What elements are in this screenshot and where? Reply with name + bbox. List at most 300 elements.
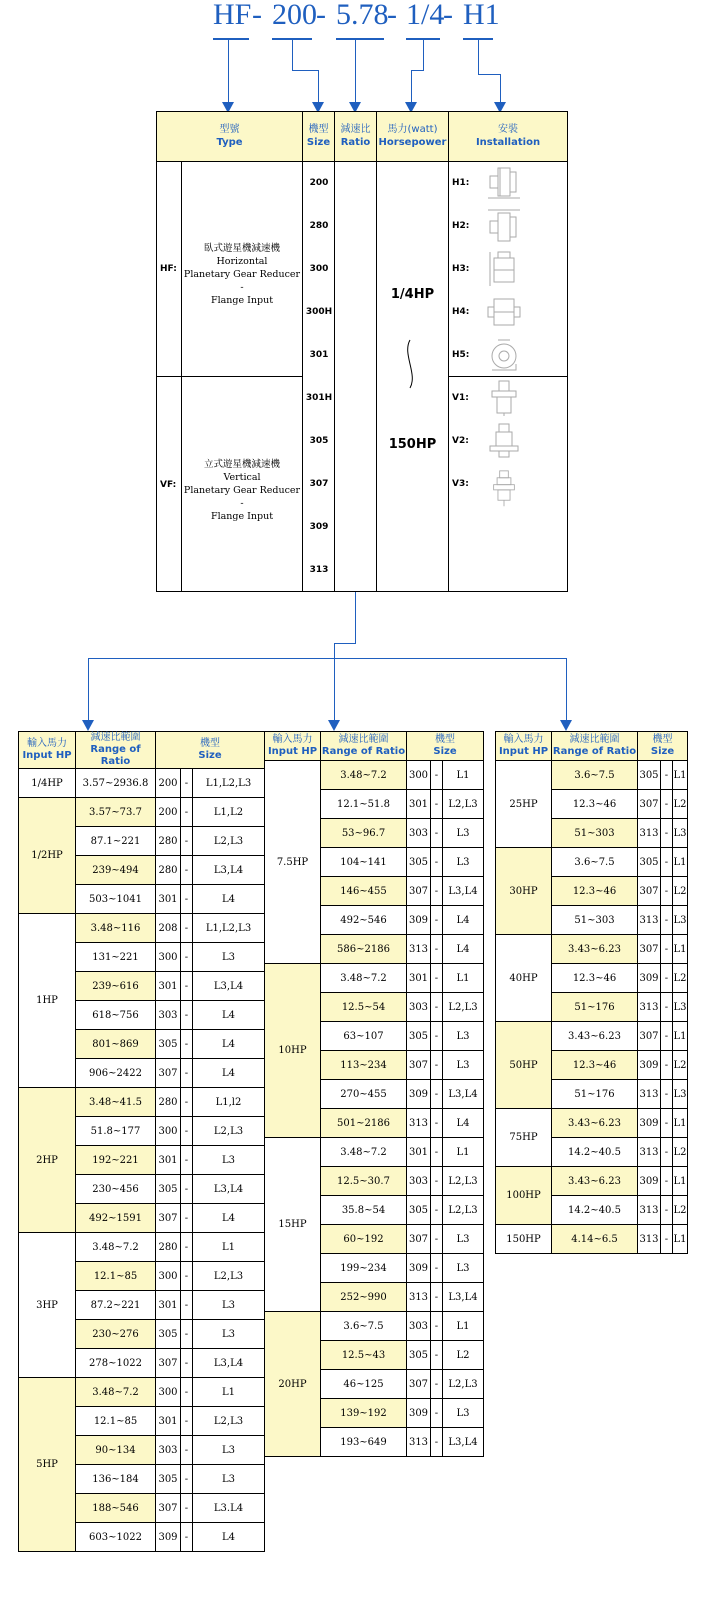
dash-cell: - bbox=[181, 943, 193, 972]
dash-cell: - bbox=[431, 1138, 443, 1167]
dash-cell: - bbox=[431, 1051, 443, 1080]
layout-cell: L1 bbox=[193, 1378, 265, 1407]
layout-cell: L3 bbox=[443, 1399, 484, 1428]
layout-cell: L3,L4 bbox=[193, 972, 265, 1001]
input-hp-header: 輸入馬力 Input HP bbox=[265, 732, 321, 761]
layout-cell: L1 bbox=[673, 1022, 688, 1051]
mounting-h4-icon bbox=[486, 293, 522, 331]
layout-cell: L4 bbox=[193, 1030, 265, 1059]
layout-cell: L3,L4 bbox=[443, 877, 484, 906]
layout-cell: L4 bbox=[443, 935, 484, 964]
installation-label: H1: bbox=[452, 178, 470, 188]
layout-cell: L3,L4 bbox=[443, 1283, 484, 1312]
model-size-cell: 301 bbox=[407, 1138, 431, 1167]
table-row bbox=[496, 1225, 688, 1254]
layout-cell: L3,L4 bbox=[443, 1428, 484, 1457]
ratio-range-cell: 230~456 bbox=[76, 1175, 156, 1204]
layout-cell: L4 bbox=[443, 906, 484, 935]
layout-cell: L3 bbox=[193, 1146, 265, 1175]
model-size-cell: 301 bbox=[156, 1146, 181, 1175]
dash-cell: - bbox=[181, 1436, 193, 1465]
layout-cell: L3 bbox=[443, 1022, 484, 1051]
size-item: 200 bbox=[309, 178, 329, 188]
input-hp-cell: 30HP bbox=[496, 848, 552, 935]
ratio-range-cell: 3.6~7.5 bbox=[552, 848, 638, 877]
type-description-hf: 臥式遊星機減速機 Horizontal Planetary Gear Reducer - Flange Input bbox=[183, 243, 301, 306]
ratio-range-cell: 3.6~7.5 bbox=[552, 761, 638, 790]
dash-cell: - bbox=[431, 1254, 443, 1283]
ratio-range-cell: 12.3~46 bbox=[552, 877, 638, 906]
size-item: 301 bbox=[309, 350, 329, 360]
input-hp-cell: 50HP bbox=[496, 1022, 552, 1109]
layout-cell: L2,L3 bbox=[193, 1262, 265, 1291]
model-size-cell: 313 bbox=[407, 1109, 431, 1138]
ratio-range-cell: 3.48~7.2 bbox=[321, 964, 407, 993]
type-header: 型號 Type bbox=[216, 124, 243, 148]
mounting-v1-icon bbox=[486, 379, 522, 417]
model-size-cell: 305 bbox=[156, 1030, 181, 1059]
size-header: 機型 Size bbox=[638, 732, 688, 761]
layout-cell: L2 bbox=[673, 1196, 688, 1225]
input-hp-cell: 7.5HP bbox=[265, 761, 321, 964]
ratio-range-cell: 239~494 bbox=[76, 856, 156, 885]
ratio-range-header: 減速比範圍 Range of Ratio bbox=[321, 732, 407, 761]
layout-cell: L1 bbox=[443, 761, 484, 790]
model-size-cell: 200 bbox=[156, 798, 181, 827]
model-size-cell: 309 bbox=[638, 1109, 661, 1138]
layout-cell: L3 bbox=[673, 906, 688, 935]
layout-cell: L2,L3 bbox=[443, 993, 484, 1022]
ratio-range-cell: 586~2186 bbox=[321, 935, 407, 964]
model-size-cell: 303 bbox=[407, 993, 431, 1022]
dash-cell: - bbox=[431, 1341, 443, 1370]
model-size-cell: 305 bbox=[407, 1341, 431, 1370]
table-header-row bbox=[265, 732, 484, 761]
dash-cell: - bbox=[661, 1109, 673, 1138]
layout-cell: L1 bbox=[443, 1312, 484, 1341]
layout-cell: L3,L4 bbox=[443, 1080, 484, 1109]
dash-cell: - bbox=[431, 761, 443, 790]
table-row bbox=[19, 769, 265, 798]
code-installation: H1 bbox=[463, 0, 500, 31]
size-header: 機型 Size bbox=[156, 732, 265, 769]
ratio-range-cell: 51~303 bbox=[552, 906, 638, 935]
layout-cell: L1 bbox=[673, 1225, 688, 1254]
ratio-table-1 bbox=[18, 731, 265, 1552]
model-size-cell: 305 bbox=[156, 1465, 181, 1494]
size-item: 309 bbox=[309, 522, 329, 532]
mounting-h1-icon bbox=[486, 164, 522, 202]
layout-cell: L2 bbox=[673, 790, 688, 819]
ratio-range-cell: 230~276 bbox=[76, 1320, 156, 1349]
model-size-cell: 301 bbox=[156, 885, 181, 914]
ratio-range-cell: 131~221 bbox=[76, 943, 156, 972]
dash-cell: - bbox=[181, 1407, 193, 1436]
dash-cell: - bbox=[431, 1109, 443, 1138]
layout-cell: L3 bbox=[443, 848, 484, 877]
layout-cell: L3 bbox=[443, 819, 484, 848]
dash-cell: - bbox=[181, 827, 193, 856]
model-size-cell: 307 bbox=[156, 1494, 181, 1523]
installation-label: H4: bbox=[452, 307, 470, 317]
layout-cell: L1 bbox=[673, 935, 688, 964]
model-size-cell: 307 bbox=[638, 790, 661, 819]
layout-cell: L1 bbox=[673, 1167, 688, 1196]
layout-cell: L3,L4 bbox=[193, 1349, 265, 1378]
ratio-range-header: 減速比範圍 Range of Ratio bbox=[76, 732, 156, 769]
ratio-range-cell: 113~234 bbox=[321, 1051, 407, 1080]
dash-cell: - bbox=[181, 1523, 193, 1552]
table-row bbox=[19, 914, 265, 943]
dash-cell: - bbox=[661, 935, 673, 964]
layout-cell: L3 bbox=[443, 1254, 484, 1283]
dash-cell: - bbox=[661, 790, 673, 819]
tilde-mark bbox=[400, 338, 420, 390]
ratio-range-cell: 801~869 bbox=[76, 1030, 156, 1059]
ratio-range-cell: 51~176 bbox=[552, 1080, 638, 1109]
ratio-range-cell: 501~2186 bbox=[321, 1109, 407, 1138]
dash-cell: - bbox=[661, 964, 673, 993]
input-hp-cell: 15HP bbox=[265, 1138, 321, 1312]
table-row bbox=[19, 798, 265, 827]
table-row bbox=[496, 761, 688, 790]
ratio-range-cell: 503~1041 bbox=[76, 885, 156, 914]
model-size-cell: 309 bbox=[156, 1523, 181, 1552]
model-size-cell: 307 bbox=[638, 877, 661, 906]
code-size: 200 bbox=[272, 0, 317, 31]
mounting-h2-icon bbox=[486, 207, 522, 245]
model-size-cell: 303 bbox=[156, 1001, 181, 1030]
layout-cell: L2 bbox=[673, 877, 688, 906]
dash-cell: - bbox=[181, 914, 193, 943]
dash-cell: - bbox=[431, 1428, 443, 1457]
ratio-range-cell: 193~649 bbox=[321, 1428, 407, 1457]
model-size-cell: 309 bbox=[407, 1254, 431, 1283]
input-hp-cell: 150HP bbox=[496, 1225, 552, 1254]
ratio-range-cell: 14.2~40.5 bbox=[552, 1138, 638, 1167]
input-hp-cell: 100HP bbox=[496, 1167, 552, 1225]
dash-cell: - bbox=[661, 1225, 673, 1254]
layout-cell: L3 bbox=[673, 1080, 688, 1109]
dash-cell: - bbox=[431, 935, 443, 964]
dash-cell: - bbox=[181, 1465, 193, 1494]
model-size-cell: 313 bbox=[638, 993, 661, 1022]
code-hp: 1/4 bbox=[406, 0, 445, 31]
installation-label: H5: bbox=[452, 350, 470, 360]
layout-cell: L4 bbox=[193, 1523, 265, 1552]
layout-cell: L4 bbox=[193, 1059, 265, 1088]
ratio-range-cell: 12.5~43 bbox=[321, 1341, 407, 1370]
ratio-range-header: 減速比範圍 Range of Ratio bbox=[552, 732, 638, 761]
model-size-cell: 301 bbox=[156, 972, 181, 1001]
installation-label: V1: bbox=[452, 393, 469, 403]
dash-cell: - bbox=[181, 885, 193, 914]
type-code-hf: HF: bbox=[160, 264, 177, 274]
model-size-cell: 301 bbox=[407, 964, 431, 993]
ratio-range-cell: 12.1~51.8 bbox=[321, 790, 407, 819]
ratio-range-cell: 46~125 bbox=[321, 1370, 407, 1399]
dash-cell: - bbox=[431, 819, 443, 848]
model-size-cell: 305 bbox=[156, 1320, 181, 1349]
ratio-range-cell: 12.1~85 bbox=[76, 1262, 156, 1291]
ratio-table-3 bbox=[495, 731, 688, 1254]
table-row bbox=[265, 1138, 484, 1167]
model-size-cell: 303 bbox=[407, 1167, 431, 1196]
table-row bbox=[19, 1088, 265, 1117]
model-size-cell: 280 bbox=[156, 1088, 181, 1117]
ratio-range-cell: 51.8~177 bbox=[76, 1117, 156, 1146]
layout-cell: L3 bbox=[443, 1051, 484, 1080]
ratio-range-cell: 3.43~6.23 bbox=[552, 935, 638, 964]
ratio-range-cell: 906~2422 bbox=[76, 1059, 156, 1088]
mounting-h5-icon bbox=[486, 336, 522, 374]
dash-cell: - bbox=[661, 848, 673, 877]
dash-cell: - bbox=[661, 819, 673, 848]
dash-cell: - bbox=[661, 877, 673, 906]
model-size-cell: 313 bbox=[407, 1283, 431, 1312]
input-hp-cell: 75HP bbox=[496, 1109, 552, 1167]
model-size-cell: 309 bbox=[638, 964, 661, 993]
ratio-range-cell: 53~96.7 bbox=[321, 819, 407, 848]
ratio-range-cell: 12.3~46 bbox=[552, 790, 638, 819]
code-sep: - bbox=[443, 0, 453, 31]
dash-cell: - bbox=[181, 1146, 193, 1175]
ratio-range-cell: 12.1~85 bbox=[76, 1407, 156, 1436]
dash-cell: - bbox=[431, 1312, 443, 1341]
model-size-cell: 305 bbox=[407, 1196, 431, 1225]
ratio-range-cell: 60~192 bbox=[321, 1225, 407, 1254]
layout-cell: L2,L3 bbox=[443, 1370, 484, 1399]
layout-cell: L3 bbox=[193, 1320, 265, 1349]
input-hp-cell: 10HP bbox=[265, 964, 321, 1138]
size-item: 313 bbox=[309, 565, 329, 575]
layout-cell: L3 bbox=[673, 993, 688, 1022]
dash-cell: - bbox=[181, 1320, 193, 1349]
layout-cell: L2 bbox=[673, 964, 688, 993]
ratio-range-cell: 278~1022 bbox=[76, 1349, 156, 1378]
dash-cell: - bbox=[431, 1399, 443, 1428]
layout-cell: L1 bbox=[193, 1233, 265, 1262]
size-item: 280 bbox=[309, 221, 329, 231]
ratio-range-cell: 3.48~41.5 bbox=[76, 1088, 156, 1117]
layout-cell: L4 bbox=[193, 885, 265, 914]
model-size-cell: 300 bbox=[156, 943, 181, 972]
ratio-range-cell: 3.48~7.2 bbox=[76, 1378, 156, 1407]
ratio-range-cell: 104~141 bbox=[321, 848, 407, 877]
size-item: 307 bbox=[309, 479, 329, 489]
ratio-range-cell: 3.48~116 bbox=[76, 914, 156, 943]
ratio-range-cell: 3.43~6.23 bbox=[552, 1109, 638, 1138]
layout-cell: L1,L2,L3 bbox=[193, 769, 265, 798]
layout-cell: L2,L3 bbox=[443, 790, 484, 819]
dash-cell: - bbox=[431, 906, 443, 935]
ratio-range-cell: 188~546 bbox=[76, 1494, 156, 1523]
mounting-h3-icon bbox=[486, 250, 522, 288]
layout-cell: L1 bbox=[673, 761, 688, 790]
model-size-cell: 307 bbox=[407, 1370, 431, 1399]
code-sep: - bbox=[252, 0, 262, 31]
mounting-v3-icon bbox=[486, 470, 522, 508]
input-hp-cell: 20HP bbox=[265, 1312, 321, 1457]
ratio-range-cell: 492~546 bbox=[321, 906, 407, 935]
input-hp-cell: 3HP bbox=[19, 1233, 76, 1378]
model-size-cell: 309 bbox=[407, 1080, 431, 1109]
ratio-range-cell: 3.48~7.2 bbox=[321, 1138, 407, 1167]
table-row bbox=[19, 1378, 265, 1407]
code-sep: - bbox=[387, 0, 397, 31]
dash-cell: - bbox=[181, 1030, 193, 1059]
dash-cell: - bbox=[181, 798, 193, 827]
dash-cell: - bbox=[181, 1494, 193, 1523]
model-size-cell: 305 bbox=[407, 848, 431, 877]
layout-cell: L2,L3 bbox=[193, 1407, 265, 1436]
model-size-cell: 300 bbox=[156, 1378, 181, 1407]
dash-cell: - bbox=[661, 1080, 673, 1109]
dash-cell: - bbox=[661, 906, 673, 935]
model-size-cell: 307 bbox=[638, 1022, 661, 1051]
ratio-range-cell: 270~455 bbox=[321, 1080, 407, 1109]
layout-cell: L3 bbox=[673, 819, 688, 848]
ratio-range-cell: 3.43~6.23 bbox=[552, 1167, 638, 1196]
dash-cell: - bbox=[181, 1204, 193, 1233]
ratio-range-cell: 12.3~46 bbox=[552, 1051, 638, 1080]
ratio-range-cell: 199~234 bbox=[321, 1254, 407, 1283]
ratio-range-cell: 3.48~7.2 bbox=[76, 1233, 156, 1262]
input-hp-cell: 40HP bbox=[496, 935, 552, 1022]
installation-label: H2: bbox=[452, 221, 470, 231]
dash-cell: - bbox=[181, 769, 193, 798]
layout-cell: L2,L3 bbox=[193, 827, 265, 856]
size-header: 機型 Size bbox=[407, 732, 484, 761]
dash-cell: - bbox=[181, 972, 193, 1001]
model-size-cell: 303 bbox=[156, 1436, 181, 1465]
ratio-range-cell: 87.2~221 bbox=[76, 1291, 156, 1320]
model-size-cell: 313 bbox=[407, 935, 431, 964]
installation-header: 安裝 Installation bbox=[475, 124, 541, 148]
layout-cell: L4 bbox=[193, 1001, 265, 1030]
size-item: 300 bbox=[309, 264, 329, 274]
layout-cell: L1 bbox=[673, 1109, 688, 1138]
table-row bbox=[496, 935, 688, 964]
table-header-row bbox=[496, 732, 688, 761]
layout-cell: L3,L4 bbox=[193, 856, 265, 885]
model-size-cell: 301 bbox=[156, 1407, 181, 1436]
model-size-cell: 303 bbox=[407, 819, 431, 848]
ratio-range-cell: 14.2~40.5 bbox=[552, 1196, 638, 1225]
ratio-range-cell: 239~616 bbox=[76, 972, 156, 1001]
model-size-cell: 307 bbox=[407, 877, 431, 906]
ratio-range-cell: 146~455 bbox=[321, 877, 407, 906]
ratio-range-cell: 63~107 bbox=[321, 1022, 407, 1051]
dash-cell: - bbox=[431, 848, 443, 877]
installation-label: V2: bbox=[452, 436, 469, 446]
layout-cell: L2,L3 bbox=[443, 1196, 484, 1225]
model-size-cell: 280 bbox=[156, 1233, 181, 1262]
model-size-cell: 305 bbox=[407, 1022, 431, 1051]
model-size-cell: 309 bbox=[638, 1051, 661, 1080]
layout-cell: L3 bbox=[193, 1436, 265, 1465]
model-size-cell: 280 bbox=[156, 827, 181, 856]
layout-cell: L3 bbox=[193, 1465, 265, 1494]
size-item: 305 bbox=[309, 436, 329, 446]
installation-label: H3: bbox=[452, 264, 470, 274]
layout-cell: L1 bbox=[443, 1138, 484, 1167]
layout-cell: L2,L3 bbox=[193, 1117, 265, 1146]
horsepower-header: 馬力(watt) Horsepower bbox=[378, 124, 447, 148]
ratio-range-cell: 3.6~7.5 bbox=[321, 1312, 407, 1341]
layout-cell: L2 bbox=[673, 1051, 688, 1080]
ratio-range-cell: 87.1~221 bbox=[76, 827, 156, 856]
model-size-cell: 208 bbox=[156, 914, 181, 943]
input-hp-cell: 1/4HP bbox=[19, 769, 76, 798]
ratio-range-cell: 3.48~7.2 bbox=[321, 761, 407, 790]
ratio-range-cell: 618~756 bbox=[76, 1001, 156, 1030]
dash-cell: - bbox=[181, 1117, 193, 1146]
installation-label: V3: bbox=[452, 479, 469, 489]
model-size-cell: 313 bbox=[638, 1080, 661, 1109]
ratio-range-cell: 3.57~73.7 bbox=[76, 798, 156, 827]
dash-cell: - bbox=[181, 1349, 193, 1378]
layout-cell: L4 bbox=[443, 1109, 484, 1138]
dash-cell: - bbox=[661, 993, 673, 1022]
dash-cell: - bbox=[181, 1233, 193, 1262]
model-size-cell: 313 bbox=[638, 1225, 661, 1254]
layout-cell: L4 bbox=[193, 1204, 265, 1233]
hp-min: 1/4HP bbox=[390, 287, 435, 302]
model-size-cell: 305 bbox=[638, 761, 661, 790]
dash-cell: - bbox=[661, 1051, 673, 1080]
model-size-cell: 300 bbox=[407, 761, 431, 790]
ratio-range-cell: 3.43~6.23 bbox=[552, 1022, 638, 1051]
dash-cell: - bbox=[431, 1167, 443, 1196]
dash-cell: - bbox=[661, 761, 673, 790]
layout-cell: L3.L4 bbox=[193, 1494, 265, 1523]
table-row bbox=[265, 761, 484, 790]
dash-cell: - bbox=[431, 1080, 443, 1109]
size-header: 機型 Size bbox=[306, 124, 331, 148]
size-item: 300H bbox=[305, 307, 333, 317]
table-row bbox=[496, 848, 688, 877]
ratio-range-cell: 492~1591 bbox=[76, 1204, 156, 1233]
dash-cell: - bbox=[181, 1088, 193, 1117]
ratio-range-cell: 12.5~54 bbox=[321, 993, 407, 1022]
table-row bbox=[265, 1312, 484, 1341]
dash-cell: - bbox=[181, 1291, 193, 1320]
ratio-range-cell: 51~303 bbox=[552, 819, 638, 848]
layout-cell: L1,l2 bbox=[193, 1088, 265, 1117]
hp-max: 150HP bbox=[388, 437, 437, 452]
model-size-cell: 305 bbox=[638, 848, 661, 877]
dash-cell: - bbox=[431, 790, 443, 819]
model-size-cell: 301 bbox=[156, 1291, 181, 1320]
model-size-cell: 313 bbox=[407, 1428, 431, 1457]
ratio-range-cell: 136~184 bbox=[76, 1465, 156, 1494]
model-size-cell: 307 bbox=[156, 1349, 181, 1378]
dash-cell: - bbox=[431, 877, 443, 906]
dash-cell: - bbox=[431, 964, 443, 993]
input-hp-cell: 2HP bbox=[19, 1088, 76, 1233]
layout-cell: L1 bbox=[673, 848, 688, 877]
model-size-cell: 313 bbox=[638, 906, 661, 935]
table-row bbox=[496, 1167, 688, 1196]
input-hp-cell: 1/2HP bbox=[19, 798, 76, 914]
dash-cell: - bbox=[431, 993, 443, 1022]
layout-cell: L3,L4 bbox=[193, 1175, 265, 1204]
layout-cell: L2 bbox=[673, 1138, 688, 1167]
type-code-vf: VF: bbox=[160, 480, 177, 490]
ratio-range-cell: 12.5~30.7 bbox=[321, 1167, 407, 1196]
table-row bbox=[19, 1233, 265, 1262]
